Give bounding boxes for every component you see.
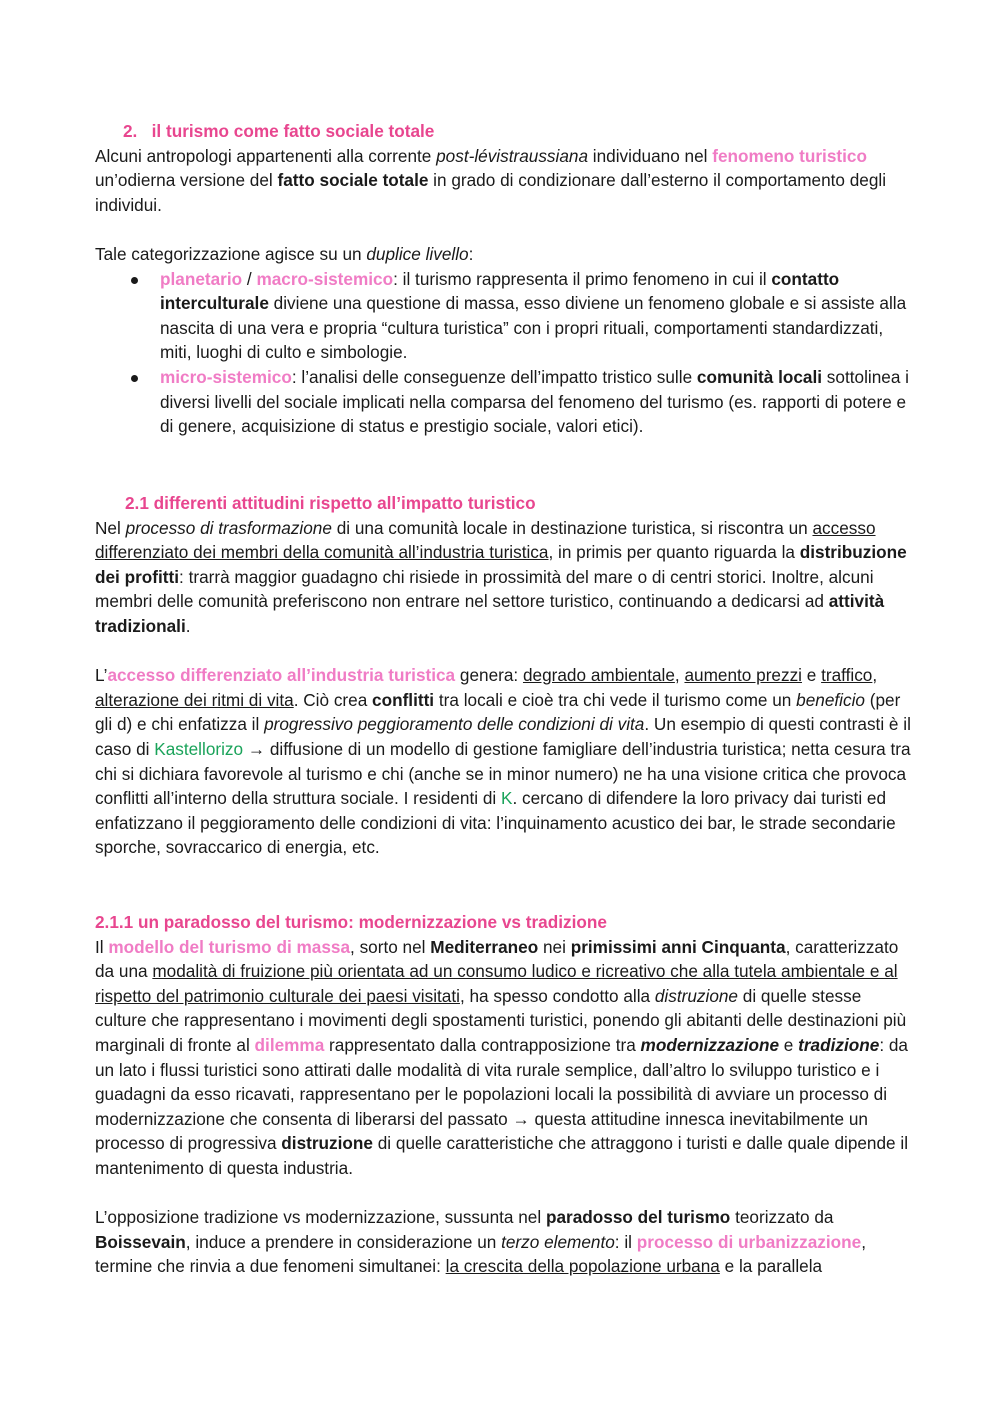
text-run: , induce a prendere in considerazione un (185, 1231, 502, 1252)
section-2-1 (95, 491, 915, 860)
bullet-icon (131, 277, 138, 284)
text-run-bold: Mediterraneo (430, 936, 539, 957)
text-run: tra locali e cioè tra chi vede il turismo come un (434, 689, 797, 710)
text-run: , in primis per quanto riguarda la (548, 542, 800, 563)
paragraph (95, 663, 915, 860)
text-run: : l’analisi delle conseguenze dell’impatto tristico sulle (291, 366, 697, 387)
text-run-italic: duplice livello (366, 243, 469, 264)
text-run-bold-italic: tradizione (798, 1034, 880, 1055)
highlight-term: accesso differenziato all’industria turistica (107, 665, 456, 686)
text-run: . Ciò crea (293, 689, 373, 710)
place-name: Kastellorizo (154, 738, 244, 759)
text-run: : trarrà maggior guadagno chi risiede in prossimità del mare o di centri storici. Inoltre, alcuni membri delle comunità preferiscono non entrare nel settore turistico, continuando a dedicarsi ad (95, 566, 874, 612)
bullet-icon (131, 375, 138, 382)
highlight-term: macro-sistemico (256, 268, 394, 289)
section-2-1-1 (95, 910, 915, 1279)
text-run: diviene una questione di massa, esso diviene un fenomeno globale e si assiste alla nascita di una vera e propria “cultura turistica” con i propri rituali, comportamenti standardizzati, miti, luoghi di culto e simbologie. (160, 293, 907, 363)
paragraph (95, 516, 915, 639)
paragraph (95, 242, 915, 267)
text-run: di quelle stesse culture che rappresentano i movimenti degli spostamenti turistici, ponendo gli abitanti delle destinazioni più marginali di fronte al (95, 985, 907, 1055)
text-run: → diffusione di un modello di gestione famigliare dell’industria turistica; netta cesura tra chi si dichiara favorevole al turismo e chi (anche se in minor numero) ne ha una visione critica che provoca conflitti all’interno della struttura sociale. I residenti di (95, 738, 911, 809)
text-run-italic: post-lévistraussiana (436, 145, 589, 166)
place-name: K (501, 788, 513, 809)
text-run: / (242, 268, 257, 289)
heading-section-2-1: 2.1 differenti attitudini rispetto all’impatto turistico (125, 493, 536, 513)
text-run: e (779, 1034, 799, 1055)
text-run: Nel (95, 517, 126, 538)
highlight-term: dilemma (254, 1034, 325, 1055)
text-run: rappresentato dalla contrapposizione tra (324, 1034, 641, 1055)
text-run: , (674, 665, 685, 686)
text-run: : il turismo rappresenta il primo fenomeno in cui il (393, 268, 772, 289)
text-run: genera: (455, 665, 523, 686)
text-run-underline: modalità di fruizione più orientata ad un consumo ludico e ricreativo che alla tutela ambientale e al rispetto del patrimonio culturale dei paesi visitati (95, 961, 898, 1006)
heading-section-2: 2. il turismo come fatto sociale totale (123, 121, 435, 141)
text-run: . (185, 615, 191, 636)
text-run: : il (614, 1231, 637, 1252)
text-run: , sorto nel (350, 936, 431, 957)
text-run-italic: distruzione (654, 985, 738, 1006)
text-run: Tale categorizzazione agisce su un (95, 243, 367, 264)
bullet-list (95, 267, 915, 439)
list-item (95, 365, 915, 439)
text-run-italic: beneficio (796, 689, 865, 710)
text-run: Alcuni antropologi appartenenti alla corrente (95, 145, 437, 166)
text-run: in grado di condizionare dall’esterno il comportamento degli individui. (95, 170, 887, 215)
text-run: , termine che rinvia a due fenomeni simultanei: (95, 1231, 866, 1277)
section-2 (95, 119, 915, 439)
text-run: di una comunità locale in destinazione turistica, si riscontra un (331, 517, 813, 538)
text-run-underline: degrado ambientale (522, 665, 675, 686)
heading-section-2-1-1: 2.1.1 un paradosso del turismo: modernizzazione vs tradizione (95, 912, 607, 932)
text-run: Il (95, 936, 109, 957)
highlight-term: modello del turismo di massa (108, 936, 351, 957)
paragraph (95, 144, 915, 218)
text-run: L’ (95, 665, 108, 686)
text-run: , caratterizzato da una (95, 936, 899, 982)
text-run-italic: terzo elemento (501, 1231, 615, 1252)
text-run-underline: traffico (821, 665, 873, 686)
text-run-underline: accesso differenziato dei membri della comunità all’industria turistica (95, 517, 876, 563)
text-run: , (872, 665, 878, 686)
text-run: . Un esempio di questi contrasti è il caso di (95, 714, 911, 759)
text-run-underline: la crescita della popolazione urbana (445, 1256, 720, 1277)
text-run-bold: contatto interculturale (160, 268, 840, 314)
text-run: L’opposizione tradizione vs modernizzazione, sussunta nel (95, 1207, 546, 1228)
text-run-bold: Boissevain (95, 1231, 186, 1252)
text-run-bold: comunità locali (696, 366, 823, 387)
text-run: sottolinea i diversi livelli del sociale implicati nella comparsa del fenomeno del turismo (es. rapporti di potere e di genere, acquisizione di status e prestigio sociale, valori etici). (160, 366, 909, 437)
highlight-term: processo di urbanizzazione (636, 1231, 862, 1252)
highlight-term: micro-sistemico (160, 366, 292, 387)
text-run-bold: distribuzione dei profitti (95, 542, 907, 587)
text-run: , ha spesso condotto alla (459, 985, 655, 1006)
text-run: . cercano di difendere la loro privacy dai turisti ed enfatizzano il peggioramento delle condizioni di vita: l’inquinamento acustico dei bar, le strade secondarie sporche, sovraccarico di energia, etc. (95, 788, 896, 858)
highlight-term: planetario (160, 268, 243, 289)
paragraph (95, 1205, 915, 1279)
highlight-term: fenomeno turistico (712, 145, 867, 166)
text-run: un’odierna versione del (95, 170, 278, 191)
text-run-underline: aumento prezzi (684, 665, 802, 686)
text-run-underline: alterazione dei ritmi di vita (95, 689, 294, 710)
text-run-bold: conflitti (372, 689, 435, 710)
text-run: di quelle caratteristiche che attraggono i turisti e dalle quale dipende il mantenimento di questa industria. (95, 1133, 909, 1178)
text-run: e (801, 665, 822, 686)
text-run-bold: paradosso del turismo (545, 1207, 731, 1228)
text-run-bold: attività tradizionali (95, 591, 885, 636)
paragraph (95, 935, 915, 1181)
text-run: teorizzato da (730, 1207, 834, 1228)
text-run-bold: primissimi anni Cinquanta (570, 936, 786, 957)
text-run: : da un lato i flussi turistici sono attirati dalle modalità di vita rurale semplice, dall’altro lo sviluppo turistico e i guadagni da esso ricavati, rappresentano per le popolazioni locali la possibilità di avviare un processo di modernizzazione che consenta di liberarsi del passato → questa attitudine innesca inevitabilmente un processo di progressiva (95, 1034, 908, 1154)
text-run: individuano nel (588, 145, 713, 166)
list-item (95, 267, 915, 365)
text-run: (per gli d) e chi enfatizza il (95, 689, 901, 735)
text-run-italic: progressivo peggioramento delle condizioni di vita (264, 714, 645, 735)
text-run: : (468, 243, 474, 264)
text-run-bold: distruzione (281, 1133, 373, 1154)
text-run: e la parallela (719, 1256, 823, 1277)
text-run-bold: fatto sociale totale (277, 170, 429, 191)
text-run: nei (538, 936, 571, 957)
text-run-bold-italic: modernizzazione (640, 1034, 780, 1055)
text-run-italic: processo di trasformazione (125, 517, 332, 538)
